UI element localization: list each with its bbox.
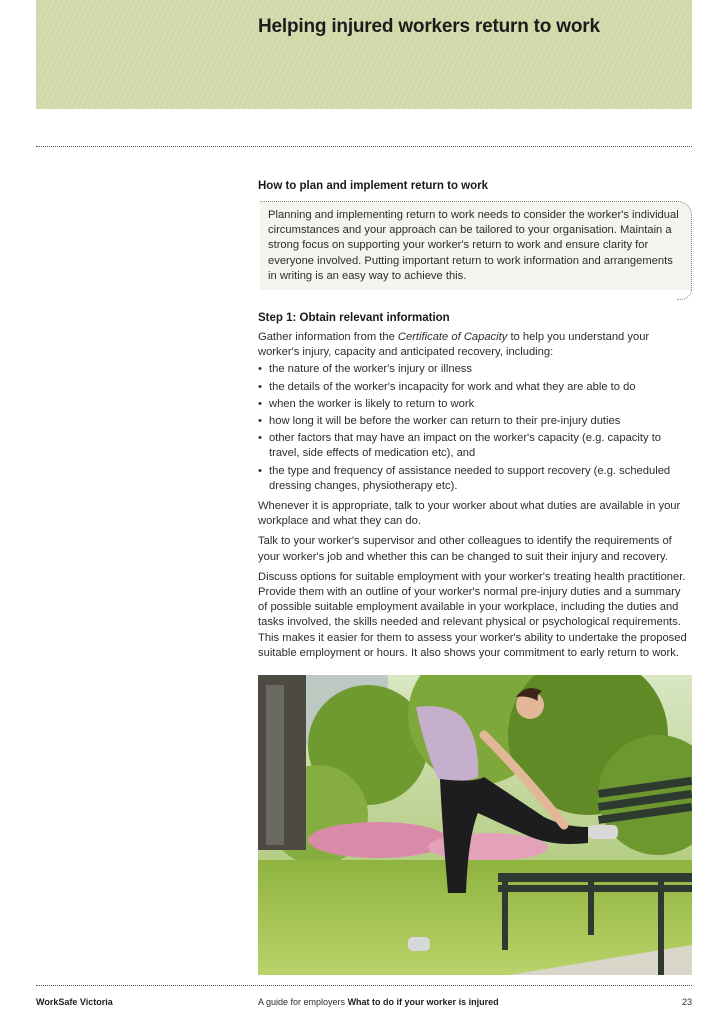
list-item: • when the worker is likely to return to work [258, 397, 692, 412]
paragraph: Discuss options for suitable employment with your worker's treating health practitioner. Provide them with an outline of your worker's normal pre-injury duties and a summary of possible suitable employment available in your workplace, including the duties and tasks involved, the skills needed and relevant physical or psychological requirements. This makes it easier for them to assess your worker's ability to undertake the proposed suitable employment or hours. It also shows your commitment to early return to work. [258, 570, 687, 659]
list-item: • the details of the worker's incapacity for work and what they are able to do [258, 380, 692, 395]
top-divider [36, 146, 692, 147]
step-1-heading: Step 1: Obtain relevant information [258, 312, 450, 325]
footer-guide-prefix: A guide for employers [258, 997, 348, 1007]
page-number: 23 [681, 997, 692, 1007]
footer-guide-title [258, 997, 499, 1007]
list-item: • other factors that may have an impact on the worker's capacity (e.g. capacity to travel, side effects of medication etc), and [258, 431, 692, 461]
main-content [258, 180, 692, 661]
information-list [258, 362, 692, 494]
certificate-name: Certificate of Capacity [397, 331, 508, 344]
park-scene-illustration [258, 675, 692, 975]
page-title: Helping injured workers return to work [258, 16, 600, 37]
section-heading: How to plan and implement return to work [258, 180, 489, 192]
footer-organisation: WorkSafe Victoria [36, 997, 113, 1007]
list-item: • how long it will be before the worker can return to their pre-injury duties [258, 414, 692, 429]
intro-text-start: Gather information from the [258, 331, 398, 344]
footer-guide-name: What to do if your worker is injured [347, 997, 499, 1007]
header-banner [36, 0, 692, 109]
bottom-divider [36, 985, 692, 986]
paragraph: Whenever it is appropriate, talk to your worker about what duties are available in your workplace and what they can do. [258, 500, 681, 528]
paragraph: Talk to your worker's supervisor and other colleagues to identify the requirements of your worker's job and whether this can be changed to suit their injury and recovery. [258, 535, 672, 563]
list-item: • the type and frequency of assistance needed to support recovery (e.g. scheduled dressing changes, physiotherapy etc). [258, 464, 692, 494]
list-item: • the nature of the worker's injury or illness [258, 362, 692, 377]
callout-text: Planning and implementing return to work needs to consider the worker's individual circumstances and your approach can be tailored to your organisation. Maintain a strong focus on supporting your worker's return to work and ensure clarity for everyone involved. Putting important return to work information and arrangements in writing is an easy way to achieve this. [268, 209, 679, 282]
intro-text-end: to help you understand your worker's injury, capacity and anticipated recovery, including: [258, 331, 650, 359]
intro-callout [260, 201, 692, 290]
step-1-intro [258, 330, 692, 360]
woman-stretching-photo [258, 675, 692, 975]
